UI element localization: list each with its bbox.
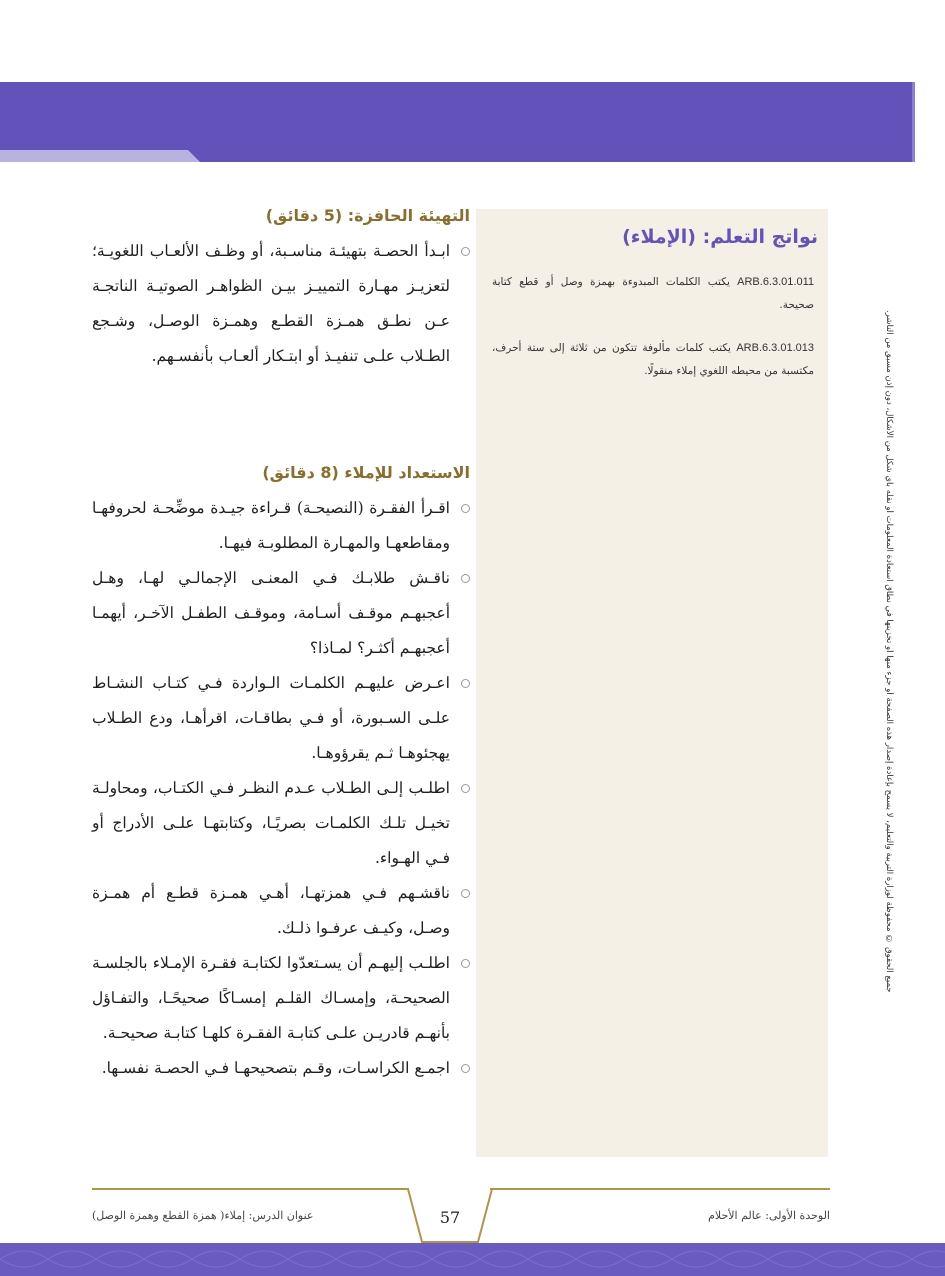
footer-unit: الوحدة الأولى: عالم الأحلام	[708, 1209, 830, 1222]
bullet-icon	[461, 1064, 470, 1073]
list-item-text: اعـرض عليهـم الكلمـات الـواردة فـي كتـاب النشـاط علـى السـبورة، أو فـي بطاقـات، اقرأهـا، ودع الطـلاب يهجئوهـا ثـم يقرؤوهـا.	[92, 674, 450, 762]
list-item	[92, 946, 470, 1051]
list-item-text: ابـدأ الحصـة بتهيئـة مناسـبة، أو وظـف الألعـاب اللغويـة؛ لتعزيـز مهـارة التمييـز بيـن الظواهـر الصوتيـة الناتجـة عـن نطـق همـزة القطـع وهمـزة الوصـل، وشـجع الطـلاب علـى تنفيـذ أو ابتـكار ألعـاب بأنفسـهم.	[92, 242, 450, 365]
bullet-icon	[461, 247, 470, 256]
list-item-text: اطلـب إليهـم أن يسـتعدّوا لكتابـة فقـرة الإمـلاء بالجلسـة الصحيحـة، وإمسـاك القلـم إمسـاكًا صحيحًـا، والتفـاؤل بأنهـم قادريـن علـى كتابـة الفقـرة كلهـا كتابـة صحيحـة.	[92, 954, 450, 1042]
bullet-icon	[461, 504, 470, 513]
outcome-code: ARB.6.3.01.013	[736, 342, 814, 354]
outcome-text: يكتب كلمات مألوفة تتكون من ثلاثة إلى ستة أحرف، مكتسبة من محيطه اللغوي إملاء منقولًا.	[492, 342, 814, 377]
bottom-decorative-band	[0, 1243, 945, 1276]
section-dictation-prep	[92, 463, 470, 1086]
outcome-item	[492, 271, 814, 317]
bullet-list	[92, 234, 470, 374]
list-item-text: اجمـع الكراسـات، وقـم بتصحيحهـا فـي الحصـة نفسـها.	[101, 1059, 450, 1077]
pattern-ornament	[0, 1243, 945, 1276]
outcome-code: ARB.6.3.01.011	[737, 276, 814, 288]
list-item-text: اقـرأ الفقـرة (النصيحـة) قـراءة جيـدة موضِّحـة لحروفهـا ومقاطعهـا والمهـارة المطلوبـة فيهـا.	[92, 499, 450, 552]
bullet-list	[92, 491, 470, 1086]
list-item	[92, 234, 470, 374]
outcome-text: يكتب الكلمات المبدوءة بهمزة وصل أو قطع كتابة صحيحة.	[492, 276, 814, 311]
list-item	[92, 1051, 470, 1086]
bullet-icon	[461, 574, 470, 583]
outcome-item	[492, 337, 814, 383]
learning-outcomes-panel	[476, 209, 828, 1157]
footer-lesson: عنوان الدرس: إملاء( همزة القطع وهمزة الوصل)	[92, 1209, 314, 1222]
footer-rule-left	[92, 1188, 408, 1190]
page-number: 57	[439, 1208, 461, 1227]
header-banner-accent	[0, 150, 200, 162]
header-banner-edge	[912, 82, 915, 162]
bullet-icon	[461, 889, 470, 898]
list-item-text: اطلـب إلـى الطـلاب عـدم النظـر فـي الكتـاب، ومحاولـة تخيـل تلـك الكلمـات بصريًـا، وكتابتهـا علـى الأدراج أو فـي الهـواء.	[92, 779, 450, 867]
section-heading: الاستعداد للإملاء (8 دقائق)	[262, 463, 470, 482]
bullet-icon	[461, 679, 470, 688]
copyright-notice: جميع الحقوق © محفوظة لوزارة التربية والتعليم، لا يسمح بإعادة إصدار هذه الصفحة أو جزء منها أو تخزينها في نطاق استعادة المعلومات أو نقله بأي شكل من الأشكال، دون إذن مسبق من الناشر.	[884, 310, 894, 993]
section-warmup	[92, 206, 470, 374]
list-item-text: ناقشـهم فـي همزتهـا، أهـي همـزة قطـع أم همـزة وصـل، وكيـف عرفـوا ذلـك.	[92, 884, 450, 937]
section-heading: التهيئة الحافزة: (5 دقائق)	[265, 206, 470, 225]
list-item	[92, 771, 470, 876]
bullet-icon	[461, 784, 470, 793]
list-item	[92, 876, 470, 946]
list-item-text: ناقـش طلابـك فـي المعنـى الإجمالـي لهـا، وهـل أعجبهـم موقـف أسـامة، وموقـف الطفـل الآخـر، أيهمـا أعجبهـم أكثـر؟ لمـاذا؟	[92, 569, 450, 657]
list-item	[92, 491, 470, 561]
list-item	[92, 561, 470, 666]
panel-title: نواتج التعلم: (الإملاء)	[622, 226, 818, 248]
bullet-icon	[461, 959, 470, 968]
footer-rule-right	[490, 1188, 830, 1190]
list-item	[92, 666, 470, 771]
